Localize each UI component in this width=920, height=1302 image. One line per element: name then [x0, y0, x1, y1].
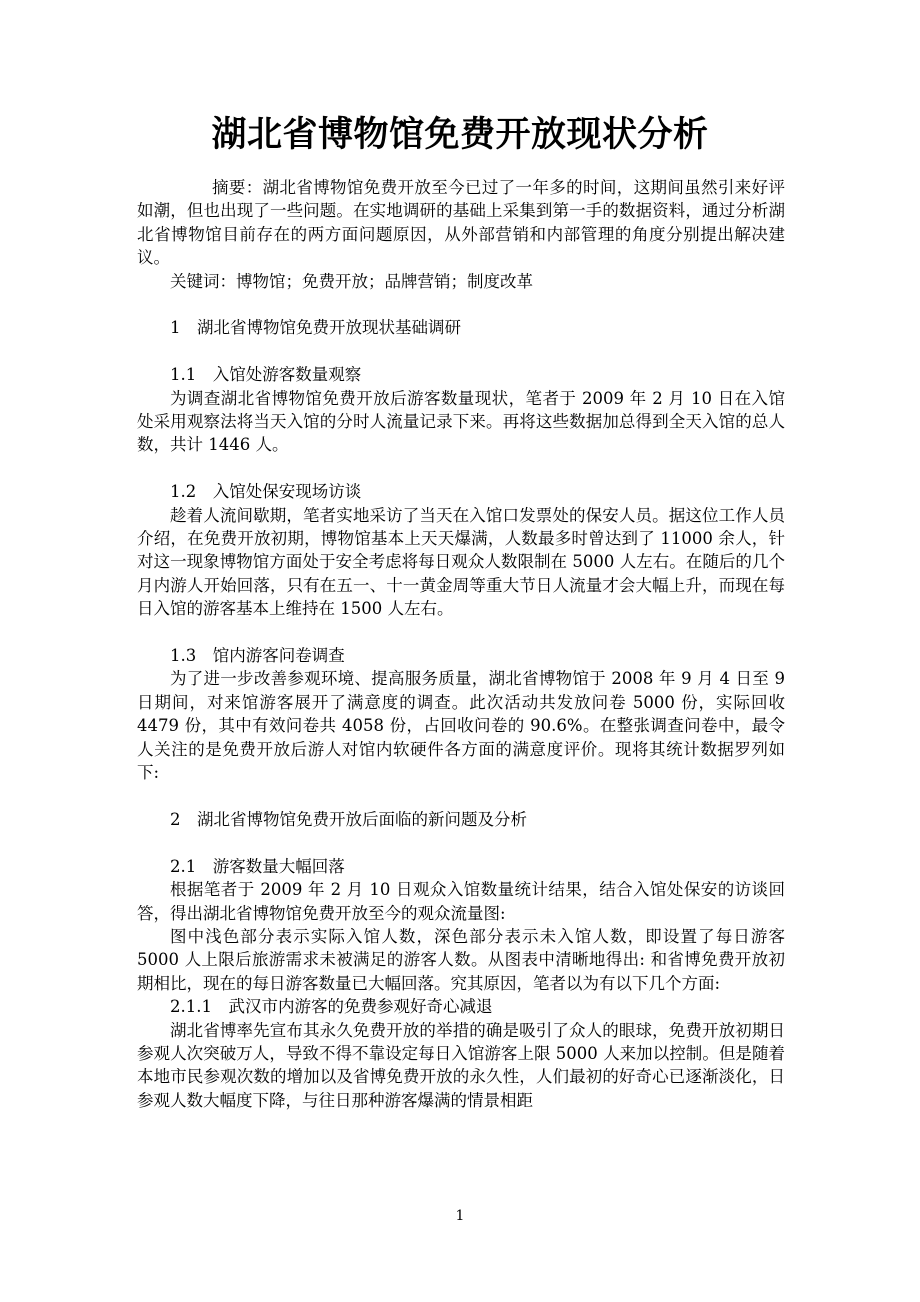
section-2-heading: 2 湖北省博物馆免费开放后面临的新问题及分析	[170, 809, 527, 829]
spacer	[137, 340, 785, 363]
section-2-1-1-heading: 2.1.1 武汉市内游客的免费参观好奇心减退	[170, 997, 493, 1017]
section-1-2-paragraph: 趁着人流间歇期，笔者实地采访了当天在入馆口发票处的保安人员。据这位工作人员介绍，在免费开放初期，博物馆基本上天天爆满，人数最多时曾达到了 11000 余人，针对这一现象博物馆方面处于安全考虑将每日观众人数限制在 5000 人左右。在随后的几个月内游人开始回落，只有在五一、十一黄金周等重大节日人流量才会大幅上升，而现在每日入馆的游客基本上维持在 1500 人左右。	[137, 505, 785, 619]
spacer	[137, 785, 785, 808]
section-1-2-heading: 1.2 入馆处保安现场访谈	[170, 482, 362, 502]
page-number: 1	[455, 1208, 465, 1224]
section-1-1-heading: 1.1 入馆处游客数量观察	[170, 365, 362, 385]
section-2-1-paragraph-2: 图中浅色部分表示实际入馆人数，深色部分表示未入馆人数，即设置了每日游客 5000 人上限后旅游需求未被满足的游客人数。从图表中清晰地得出: 和省博免费开放初期相比，现在的每日游客数量已大幅回落。究其原因，笔者以为有以下几个方面:	[137, 926, 785, 993]
spacer	[137, 621, 785, 644]
section-2-1-paragraph-1: 根据笔者于 2009 年 2 月 10 日观众入馆数量统计结果，结合入馆处保安的访谈回答，得出湖北省博物馆免费开放至今的观众流量图:	[137, 880, 785, 923]
section-2-1-1-paragraph: 湖北省博率先宣布其永久免费开放的举措的确是吸引了众人的眼球，免费开放初期日参观人次突破万人，导致不得不靠设定每日入馆游客上限 5000 人来加以控制。但是随着本地市民参观次数的增加以及省博免费开放的永久性，人们最初的好奇心已逐渐淡化，日参观人数大幅度下降，与往日那种游客爆满的情景相距	[137, 1020, 785, 1110]
document-body	[137, 176, 785, 1112]
abstract-paragraph: 摘要：湖北省博物馆免费开放至今已过了一年多的时间，这期间虽然引来好评如潮，但也出现了一些问题。在实地调研的基础上采集到第一手的数据资料，通过分析湖北省博物馆目前存在的两方面问题原因，从外部营销和内部管理的角度分别提出解决建议。	[137, 178, 785, 268]
section-2-1-heading: 2.1 游客数量大幅回落	[170, 856, 345, 876]
spacer	[137, 831, 785, 854]
spacer	[137, 293, 785, 316]
document-title: 湖北省博物馆免费开放现状分析	[211, 115, 709, 155]
section-1-3-heading: 1.3 馆内游客问卷调查	[170, 646, 345, 666]
section-1-heading: 1 湖北省博物馆免费开放现状基础调研	[170, 318, 461, 338]
spacer	[137, 457, 785, 480]
section-1-3-paragraph: 为了进一步改善参观环境、提高服务质量，湖北省博物馆于 2008 年 9 月 4 日至 9 日期间，对来馆游客展开了满意度的调查。此次活动共发放问卷 5000 份，实际回收 4479 份，其中有效问卷共 4058 份，占回收问卷的 90.6%。在整张调查问卷中，最令人关注的是免费开放后游人对馆内软硬件各方面的满意度评价。现将其统计数据罗列如下:	[137, 669, 785, 783]
section-1-1-paragraph: 为调查湖北省博物馆免费开放后游客数量现状，笔者于 2009 年 2 月 10 日在入馆处采用观察法将当天入馆的分时人流量记录下来。再将这些数据加总得到全天入馆的总人数，共计 1446 人。	[137, 388, 785, 455]
keywords-line: 关键词：博物馆；免费开放；品牌营销；制度改革	[170, 271, 533, 291]
